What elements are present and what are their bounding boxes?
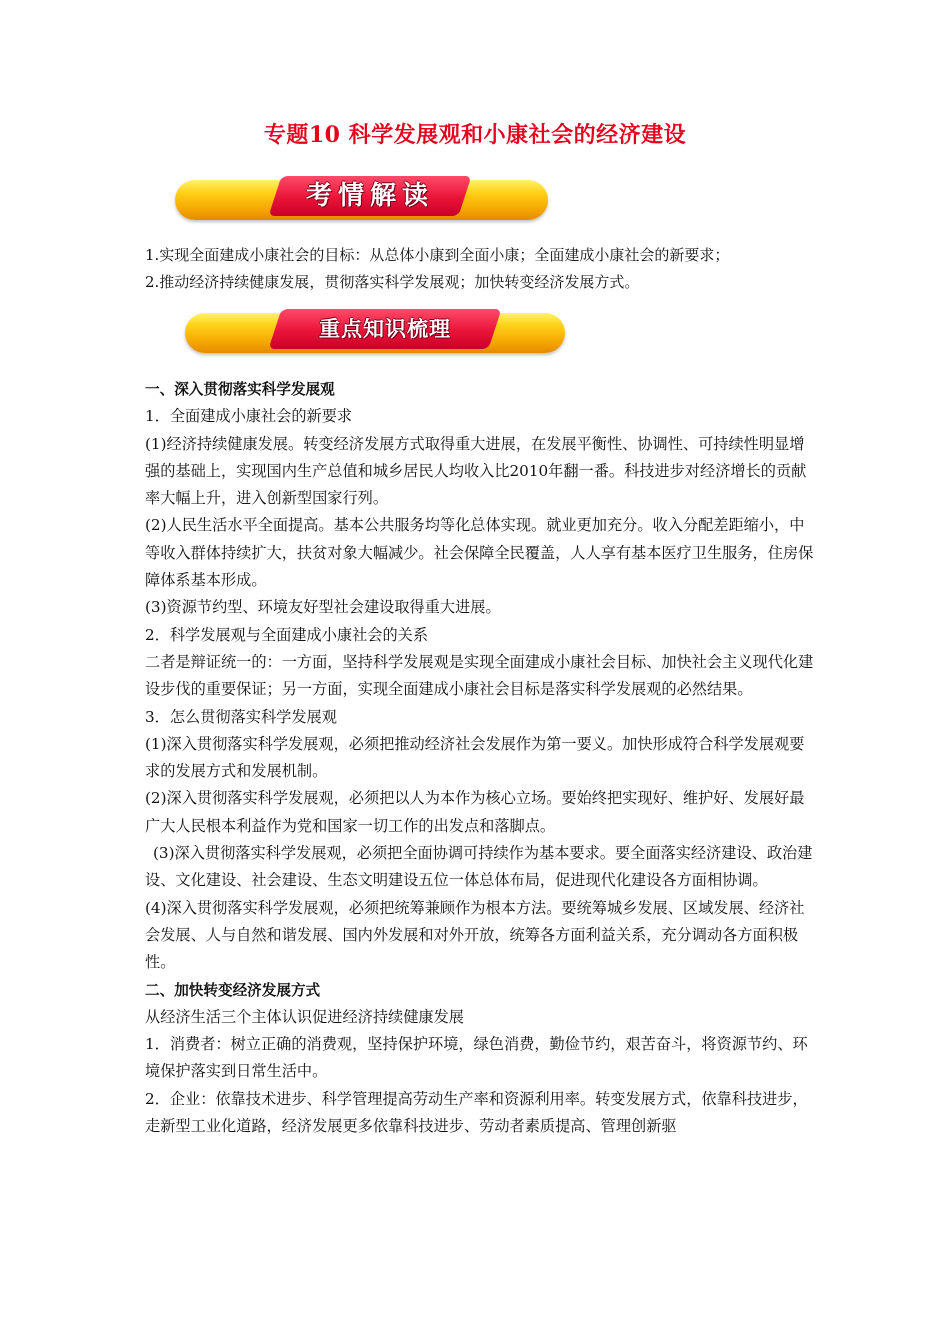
section-heading: 一、深入贯彻落实科学发展观 [145, 381, 335, 398]
intro-item: 2.推动经济持续健康发展，贯彻落实科学发展观；加快转变经济发展方式。 [145, 273, 640, 291]
content-paragraph: 2．企业：依靠技术进步、科学管理提高劳动生产率和资源利用率。转变发展方式，依靠科技进步，走新型工业化道路，经济发展更多依靠科技进步、劳动者素质提高、管理创新驱 [145, 1089, 808, 1136]
exam-reading-list [145, 242, 825, 296]
content-paragraph: (1)经济持续健康发展。转变经济发展方式取得重大进展，在发展平衡性、协调性、可持续性明显增强的基础上，实现国内生产总值和城乡居民人均收入比2010年翻一番。科技进步对经济增长的贡献率大幅上升，进入创新型国家行列。 [145, 434, 807, 508]
exam-reading-banner [175, 180, 548, 220]
content-paragraph: (4)深入贯彻落实科学发展观，必须把统筹兼顾作为根本方法。要统筹城乡发展、区域发展、经济社会发展、人与自然和谐发展、国内外发展和对外开放，统筹各方面利益关系，充分调动各方面积极性。 [145, 898, 805, 972]
knowledge-content [145, 376, 815, 1140]
intro-item: 1.实现全面建成小康社会的目标：从总体小康到全面小康；全面建成小康社会的新要求； [145, 246, 730, 264]
content-paragraph: (2)深入贯彻落实科学发展观，必须把以人为本作为核心立场。要始终把实现好、维护好、发展好最广大人民根本利益作为党和国家一切工作的出发点和落脚点。 [145, 789, 805, 835]
section-heading: 二、加快转变经济发展方式 [145, 981, 321, 999]
content-paragraph: 从经济生活三个主体认识促进经济持续健康发展 [145, 1007, 464, 1026]
key-knowledge-label: 重点知识梳理 [319, 317, 451, 341]
content-paragraph: (3)资源节约型、环境友好型社会建设取得重大进展。 [145, 598, 501, 617]
content-paragraph: (2)人民生活水平全面提高。基本公共服务均等化总体实现。就业更加充分。收入分配差距缩小，中等收入群体持续扩大，扶贫对象大幅减少。社会保障全民覆盖，人人享有基本医疗卫生服务，住房保障体系基本形成。 [145, 516, 814, 590]
content-paragraph: (3)深入贯彻落实科学发展观，必须把全面协调可持续作为基本要求。要全面落实经济建设、政治建设、文化建设、社会建设、生态文明建设五位一体总体布局，促进现代化建设各方面相协调。 [145, 844, 813, 890]
exam-reading-label: 考情解读 [305, 181, 434, 211]
content-paragraph: (1)深入贯彻落实科学发展观，必须把推动经济社会发展作为第一要义。加快形成符合科学发展观要求的发展方式和发展机制。 [145, 734, 805, 781]
content-paragraph: 2．科学发展观与全面建成小康社会的关系 [145, 625, 429, 644]
content-paragraph: 1．全面建成小康社会的新要求 [145, 407, 353, 426]
document-title: 专题10 科学发展观和小康社会的经济建设 [263, 122, 687, 148]
content-paragraph: 1．消费者：树立正确的消费观，坚持保护环境，绿色消费，勤俭节约，艰苦奋斗，将资源节约、环境保护落实到日常生活中。 [145, 1035, 808, 1081]
content-paragraph: 3．怎么贯彻落实科学发展观 [145, 707, 337, 726]
key-knowledge-banner [185, 313, 565, 353]
content-paragraph: 二者是辩证统一的：一方面，坚持科学发展观是实现全面建成小康社会目标、加快社会主义现代化建设步伐的重要保证；另一方面，实现全面建成小康社会目标是落实科学发展观的必然结果。 [145, 652, 814, 699]
